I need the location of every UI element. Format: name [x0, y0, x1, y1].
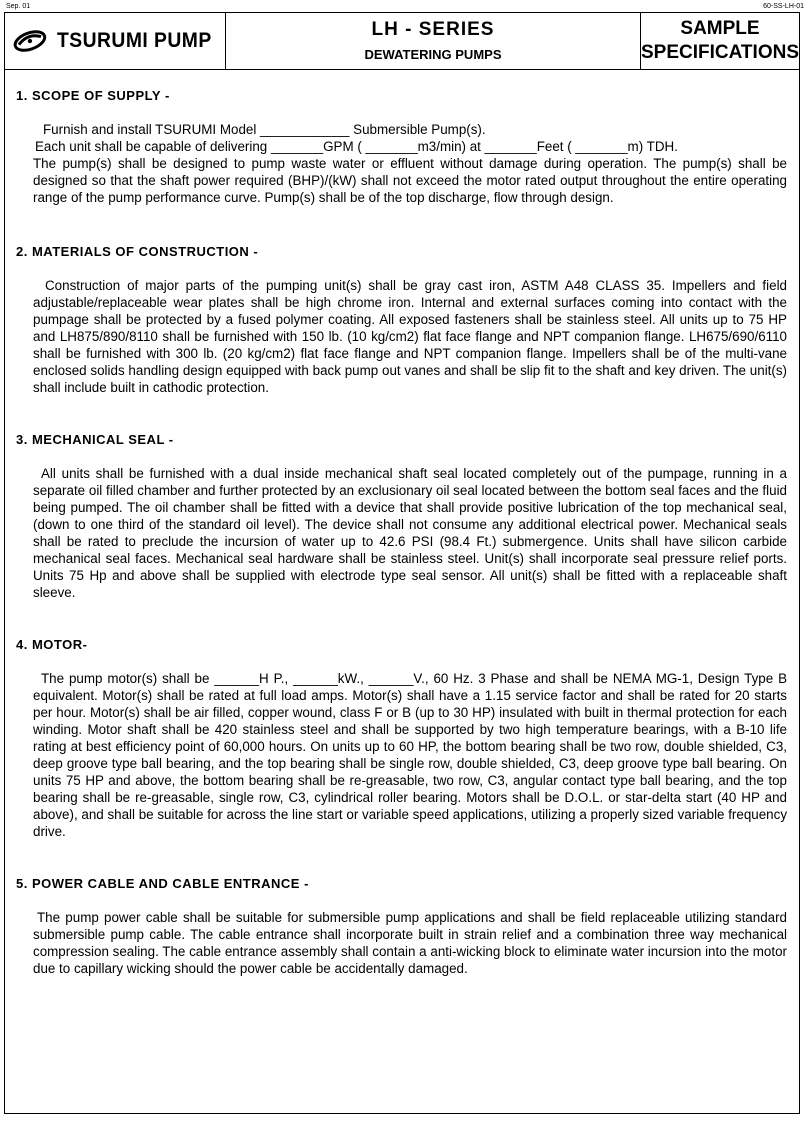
header [5, 13, 799, 70]
section-materials [16, 244, 788, 396]
section-title: 2. MATERIALS OF CONSTRUCTION - [16, 244, 259, 259]
spec-line-2: SPECIFICATIONS [641, 42, 799, 63]
scope-line-3: The pump(s) shall be designed to pump waste water or effluent without damage during operation. The pump(s) shall be designed so that the shaft power required (BHP)/(kW) shall not exceed the motor rated output throughout the entire operating range of the pump performance curve. Pump(s) shall be of the top discharge, flow through design. [33, 156, 787, 205]
section-mechanical-seal [16, 432, 788, 601]
section-scope [16, 88, 788, 206]
scope-line-1: Furnish and install TSURUMI Model ____________ Submersible Pump(s). [43, 122, 486, 137]
series-title: LH - SERIES [371, 19, 495, 40]
section-text: The pump motor(s) shall be ______H P., ______kW., ______V., 60 Hz. 3 Phase and shall be NEMA MG-1, Design Type B equivalent. Motor(s) shall be rated at full load amps. Motor(s) shall have a 1.15 service factor and shall be rated for 20 starts per hour. Motor(s) shall be air filled, copper wound, class F or B (up to 30 HP) insulated with built in thermal protection for each winding. Motor shaft shall be 420 stainless steel and shall be supported by two high temperature bearings, with a B-10 life rating at best efficiency point of 60,000 hours. On units up to 60 HP, the bottom bearing shall be two row, double shielded, C3, deep groove type ball bearing, and the top bearing shall be single row, double shielded, C3, deep groove type ball bearing. On units 75 HP and above, the bottom bearing shall be re-greasable, two row, C3, angular contact type ball bearing, and the top bearing shall be re-greasable, single row, C3, cylindrical roller bearing. Motors shall be D.O.L. or star-delta start (40 HP and above), and shall be suitable for across the line start or variable speed applications, utilizing a properly sized variable frequency drive. [33, 671, 788, 839]
series-subtitle: DEWATERING PUMPS [364, 47, 502, 62]
section-title: 1. SCOPE OF SUPPLY - [16, 88, 170, 103]
doc-date: Sep. 01 [6, 3, 31, 10]
spec-line-1: SAMPLE [680, 18, 760, 39]
tsurumi-logo-icon [13, 26, 47, 56]
section-motor [16, 637, 788, 840]
document-body [16, 88, 788, 1009]
doc-code: 60-SS-LH-01 [763, 3, 804, 10]
section-title: 4. MOTOR- [16, 637, 88, 652]
scope-line-2: Each unit shall be capable of delivering _______GPM ( _______m3/min) at _______Feet ( _______m) TDH. [35, 139, 678, 154]
series-block [226, 13, 641, 69]
section-text [33, 121, 787, 206]
logo-area [5, 13, 226, 69]
brand-name: TSURUMI PUMP [56, 29, 212, 52]
section-title: 5. POWER CABLE AND CABLE ENTRANCE - [16, 876, 309, 891]
section-text: Construction of major parts of the pumping unit(s) shall be gray cast iron, ASTM A48 CLASS 35. Impellers and field adjustable/replaceable wear plates shall be high chrome iron. Internal and external surfaces coming into contact with the pumpage shall be protected by a fused polymer coating. All exposed fasteners shall be stainless steel. All units up to 75 HP and LH875/890/8110 shall be furnished with 150 lb. (10 kg/cm2) flat face flange and NPT companion flange. LH675/690/6110 shall be furnished with 300 lb. (20 kg/cm2) flat face flange and NPT companion flange. Impellers shall be of the multi-vane enclosed solids handling design equipped with back pump out vanes and shall be slip fit to the shaft and key driven. The unit(s) shall include built in cathodic protection. [33, 278, 787, 395]
section-power-cable [16, 876, 788, 977]
section-text: The pump power cable shall be suitable for submersible pump applications and shall be field replaceable utilizing standard submersible pump cable. The cable entrance shall incorporate built in strain relief and a combination three way mechanical compression sealing. The cable entrance assembly shall contain a anti-wicking block to eliminate water incursion into the motor due to capillary wicking should the power cable be accidentally damaged. [33, 910, 787, 976]
spec-block [641, 13, 799, 69]
section-text: All units shall be furnished with a dual inside mechanical shaft seal located completely out of the pumpage, running in a separate oil filled chamber and further protected by an exclusionary oil seal located between the bottom seal faces and the fluid being pumped. The oil chamber shall be fitted with a device that shall provide positive lubrication of the top mechanical seal, (down to one third of the standard oil level). The device shall not consume any additional electrical power. Mechanical seals shall be rated to preclude the incursion of water up to 42.6 PSI (98.4 Ft.) submergence. Units shall have silicon carbide mechanical seal faces. Mechanical seal hardware shall be stainless steel. Unit(s) shall incorporate seal pressure relief ports. Units 75 Hp and above shall be supplied with electrode type seal sensor. All unit(s) shall be fitted with a replaceable shaft sleeve. [33, 466, 787, 600]
section-title: 3. MECHANICAL SEAL - [16, 432, 174, 447]
